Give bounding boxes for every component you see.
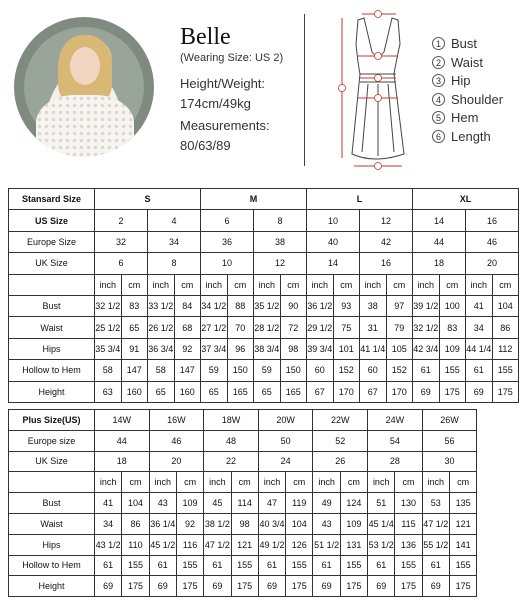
unit-cell: cm [176, 472, 203, 493]
uk-size-cell: 18 [413, 253, 466, 274]
uk-size-cell: 12 [254, 253, 307, 274]
measurement-cell: 150 [280, 360, 307, 381]
uk-size-cell: 24 [258, 451, 313, 472]
measurement-cell: 141 [449, 534, 476, 555]
measurement-cell: 47 1/2 [204, 534, 231, 555]
size-group-header: L [307, 189, 413, 210]
unit-row [9, 472, 477, 493]
measurement-cell: 37 3/4 [201, 338, 228, 359]
measurement-cell: 36 3/4 [148, 338, 175, 359]
unit-cell: cm [231, 472, 258, 493]
measurement-cell: 49 [313, 493, 340, 514]
measurement-cell: 47 [258, 493, 285, 514]
europe-size-cell: 40 [307, 231, 360, 252]
unit-cell: cm [121, 274, 148, 295]
unit-cell: inch [422, 472, 449, 493]
measurement-cell: 34 [466, 317, 493, 338]
measurement-cell: 61 [466, 360, 493, 381]
empty-cell [9, 274, 95, 295]
measurement-cell: 38 [360, 295, 387, 316]
us-size-cell: 2 [95, 210, 148, 231]
measurement-legend [432, 36, 503, 147]
measurement-cell: 55 1/2 [422, 534, 449, 555]
unit-cell: cm [286, 472, 313, 493]
measurement-cell: 34 [95, 513, 122, 534]
unit-cell: inch [258, 472, 285, 493]
model-face [70, 47, 100, 85]
measurement-cell: 101 [333, 338, 360, 359]
measurement-row [9, 295, 519, 316]
measurement-cell: 135 [449, 493, 476, 514]
uk-size-cell: 18 [95, 451, 150, 472]
measurement-cell: 61 [95, 555, 122, 576]
row-label: US Size [9, 210, 95, 231]
measurement-cell: 60 [360, 360, 387, 381]
europe-size-cell: 36 [201, 231, 254, 252]
unit-cell: cm [449, 472, 476, 493]
measurement-cell: 53 [422, 493, 449, 514]
unit-cell: cm [439, 274, 466, 295]
uk-size-cell: 6 [95, 253, 148, 274]
measurement-cell: 119 [286, 493, 313, 514]
measurement-cell: 109 [176, 493, 203, 514]
wearing-size: (Wearing Size: US 2) [180, 52, 284, 64]
measurement-cell: 43 [313, 513, 340, 534]
us-size-cell: 6 [201, 210, 254, 231]
unit-cell: cm [386, 274, 413, 295]
row-label: UK Size [9, 451, 95, 472]
measurement-cell: 58 [148, 360, 175, 381]
legend-item: 2 Waist [432, 55, 503, 74]
measurement-cell: 155 [439, 360, 466, 381]
measurement-cell: 175 [395, 576, 422, 597]
measurement-cell: 51 [368, 493, 395, 514]
europe-size-cell: 54 [368, 430, 423, 451]
measurement-cell: 38 3/4 [254, 338, 281, 359]
measurement-cell: 165 [280, 381, 307, 402]
us-size-cell: 14W [95, 410, 150, 431]
europe-size-row [9, 430, 477, 451]
measurement-cell: 152 [333, 360, 360, 381]
measurement-cell: 93 [333, 295, 360, 316]
measurement-cell: 155 [176, 555, 203, 576]
measurement-cell: 104 [286, 513, 313, 534]
measurement-row [9, 360, 519, 381]
measurement-cell: 51 1/2 [313, 534, 340, 555]
measurement-row [9, 381, 519, 402]
measurement-cell: 115 [395, 513, 422, 534]
measurement-cell: 160 [174, 381, 201, 402]
row-label: Europe Size [9, 231, 95, 252]
measurement-cell: 65 [148, 381, 175, 402]
uk-size-row [9, 253, 519, 274]
uk-size-cell: 28 [368, 451, 423, 472]
uk-size-cell: 14 [307, 253, 360, 274]
europe-size-cell: 44 [95, 430, 150, 451]
unit-cell: cm [280, 274, 307, 295]
us-size-cell: 20W [258, 410, 313, 431]
measurement-cell: 34 1/2 [201, 295, 228, 316]
measurement-cell: 39 1/2 [413, 295, 440, 316]
unit-cell: cm [333, 274, 360, 295]
unit-cell: inch [368, 472, 395, 493]
unit-cell: cm [227, 274, 254, 295]
table-title: Stansard Size [9, 189, 95, 210]
measurement-cell: 75 [333, 317, 360, 338]
measurement-cell: 36 1/2 [307, 295, 334, 316]
measurements-label: Measurements: [180, 118, 270, 133]
measurement-cell: 61 [413, 360, 440, 381]
measurement-cell: 35 3/4 [95, 338, 122, 359]
legend-item: 5 Hem [432, 110, 503, 129]
us-size-cell: 10 [307, 210, 360, 231]
measurement-cell: 98 [280, 338, 307, 359]
measurement-cell: 27 1/2 [201, 317, 228, 338]
measurement-cell: 53 1/2 [368, 534, 395, 555]
measurement-cell: 67 [307, 381, 334, 402]
uk-size-cell: 22 [204, 451, 259, 472]
row-label: Hollow to Hem [9, 555, 95, 576]
uk-size-cell: 8 [148, 253, 201, 274]
unit-cell: inch [466, 274, 493, 295]
measurement-cell: 69 [422, 576, 449, 597]
measurement-cell: 86 [492, 317, 519, 338]
unit-cell: cm [340, 472, 367, 493]
dress-diagram [318, 4, 430, 172]
measurement-row [9, 317, 519, 338]
measurement-cell: 65 [201, 381, 228, 402]
measurement-cell: 175 [449, 576, 476, 597]
measurement-cell: 91 [121, 338, 148, 359]
measurement-cell: 92 [174, 338, 201, 359]
plus-size-table [8, 409, 477, 597]
measurements-value: 80/63/89 [180, 138, 231, 153]
europe-size-cell: 42 [360, 231, 413, 252]
measurement-cell: 155 [492, 360, 519, 381]
europe-size-cell: 50 [258, 430, 313, 451]
uk-size-cell: 30 [422, 451, 477, 472]
legend-item: 6 Length [432, 129, 503, 148]
row-label: Europe size [9, 430, 95, 451]
measurement-cell: 83 [439, 317, 466, 338]
uk-size-cell: 26 [313, 451, 368, 472]
measurement-cell: 45 [204, 493, 231, 514]
measurement-cell: 175 [492, 381, 519, 402]
unit-cell: cm [395, 472, 422, 493]
europe-size-cell: 32 [95, 231, 148, 252]
row-label: Waist [9, 513, 95, 534]
unit-cell: inch [95, 472, 122, 493]
measurement-cell: 121 [231, 534, 258, 555]
measurement-cell: 72 [280, 317, 307, 338]
measurement-cell: 43 1/2 [95, 534, 122, 555]
measurement-cell: 41 1/4 [360, 338, 387, 359]
measurement-cell: 90 [280, 295, 307, 316]
row-label: Hollow to Hem [9, 360, 95, 381]
measurement-cell: 65 [121, 317, 148, 338]
measurement-cell: 155 [395, 555, 422, 576]
measurement-cell: 70 [227, 317, 254, 338]
row-label: Waist [9, 317, 95, 338]
unit-cell: inch [360, 274, 387, 295]
unit-cell: inch [413, 274, 440, 295]
unit-cell: inch [307, 274, 334, 295]
us-size-row [9, 410, 477, 431]
measurement-cell: 79 [386, 317, 413, 338]
europe-size-cell: 48 [204, 430, 259, 451]
measurement-cell: 175 [122, 576, 149, 597]
us-size-cell: 8 [254, 210, 307, 231]
us-size-cell: 4 [148, 210, 201, 231]
europe-size-cell: 56 [422, 430, 477, 451]
measurement-row [9, 338, 519, 359]
measurement-cell: 170 [386, 381, 413, 402]
standard-size-table [8, 188, 519, 403]
row-label: Hips [9, 338, 95, 359]
unit-cell: inch [148, 274, 175, 295]
measurement-cell: 44 1/4 [466, 338, 493, 359]
measurement-cell: 69 [466, 381, 493, 402]
height-weight-label: Height/Weight: [180, 76, 266, 91]
measurement-cell: 61 [368, 555, 395, 576]
measurement-cell: 105 [386, 338, 413, 359]
measurement-cell: 104 [492, 295, 519, 316]
measurement-cell: 59 [201, 360, 228, 381]
measurement-cell: 69 [149, 576, 176, 597]
us-size-cell: 22W [313, 410, 368, 431]
table-title: Plus Size(US) [9, 410, 95, 431]
model-lace-top [36, 95, 134, 157]
measurement-cell: 150 [227, 360, 254, 381]
measurement-cell: 84 [174, 295, 201, 316]
measurement-cell: 116 [176, 534, 203, 555]
measurement-cell: 31 [360, 317, 387, 338]
measurement-cell: 32 1/2 [413, 317, 440, 338]
measurement-cell: 29 1/2 [307, 317, 334, 338]
measurement-cell: 175 [439, 381, 466, 402]
measurement-cell: 147 [121, 360, 148, 381]
measurement-cell: 47 1/2 [422, 513, 449, 534]
measurement-cell: 43 [149, 493, 176, 514]
uk-size-cell: 10 [201, 253, 254, 274]
measurement-cell: 61 [258, 555, 285, 576]
unit-cell: cm [492, 274, 519, 295]
us-size-cell: 16 [466, 210, 519, 231]
unit-cell: inch [204, 472, 231, 493]
size-group-row [9, 189, 519, 210]
measurement-cell: 170 [333, 381, 360, 402]
unit-cell: inch [254, 274, 281, 295]
size-group-header: M [201, 189, 307, 210]
row-label: UK Size [9, 253, 95, 274]
measurement-cell: 69 [204, 576, 231, 597]
measurement-cell: 104 [122, 493, 149, 514]
measurement-cell: 155 [449, 555, 476, 576]
measurement-cell: 110 [122, 534, 149, 555]
unit-cell: inch [95, 274, 122, 295]
measurement-cell: 45 1/4 [368, 513, 395, 534]
measurement-row [9, 576, 477, 597]
measurement-cell: 136 [395, 534, 422, 555]
measurement-row [9, 534, 477, 555]
us-size-cell: 14 [413, 210, 466, 231]
measurement-cell: 67 [360, 381, 387, 402]
measurement-cell: 59 [254, 360, 281, 381]
measurement-cell: 26 1/2 [148, 317, 175, 338]
empty-cell [9, 472, 95, 493]
size-group-header: S [95, 189, 201, 210]
europe-size-cell: 52 [313, 430, 368, 451]
europe-size-cell: 34 [148, 231, 201, 252]
uk-size-row [9, 451, 477, 472]
us-size-cell: 26W [422, 410, 477, 431]
us-size-cell: 12 [360, 210, 413, 231]
europe-size-cell: 46 [466, 231, 519, 252]
measurement-cell: 42 3/4 [413, 338, 440, 359]
measurement-cell: 109 [439, 338, 466, 359]
measurement-cell: 36 1/4 [149, 513, 176, 534]
measurement-cell: 69 [313, 576, 340, 597]
measurement-cell: 61 [422, 555, 449, 576]
row-label: Height [9, 576, 95, 597]
measurement-cell: 147 [174, 360, 201, 381]
europe-size-cell: 38 [254, 231, 307, 252]
measurement-cell: 92 [176, 513, 203, 534]
measurement-cell: 25 1/2 [95, 317, 122, 338]
measurement-cell: 124 [340, 493, 367, 514]
unit-row [9, 274, 519, 295]
divider [304, 14, 305, 166]
measurement-cell: 130 [395, 493, 422, 514]
measurement-cell: 69 [258, 576, 285, 597]
measurement-cell: 114 [231, 493, 258, 514]
measurement-cell: 175 [340, 576, 367, 597]
model-photo [14, 17, 154, 157]
measurement-cell: 41 [466, 295, 493, 316]
measurement-cell: 155 [340, 555, 367, 576]
measurement-cell: 69 [368, 576, 395, 597]
measurement-cell: 65 [254, 381, 281, 402]
measurement-cell: 38 1/2 [204, 513, 231, 534]
measurement-cell: 63 [95, 381, 122, 402]
us-size-cell: 24W [368, 410, 423, 431]
uk-size-cell: 20 [466, 253, 519, 274]
measurement-cell: 175 [231, 576, 258, 597]
measurement-cell: 126 [286, 534, 313, 555]
measurement-cell: 96 [227, 338, 254, 359]
uk-size-cell: 20 [149, 451, 204, 472]
measurement-cell: 61 [149, 555, 176, 576]
measurement-cell: 165 [227, 381, 254, 402]
measurement-cell: 97 [386, 295, 413, 316]
europe-size-cell: 46 [149, 430, 204, 451]
measurement-cell: 112 [492, 338, 519, 359]
row-label: Bust [9, 493, 95, 514]
measurement-cell: 175 [176, 576, 203, 597]
measurement-cell: 86 [122, 513, 149, 534]
measurement-cell: 155 [122, 555, 149, 576]
measurement-row [9, 513, 477, 534]
measurement-cell: 69 [95, 576, 122, 597]
us-size-cell: 16W [149, 410, 204, 431]
measurement-cell: 33 1/2 [148, 295, 175, 316]
measurement-row [9, 555, 477, 576]
measurement-cell: 40 3/4 [258, 513, 285, 534]
row-label: Bust [9, 295, 95, 316]
measurement-row [9, 493, 477, 514]
measurement-cell: 160 [121, 381, 148, 402]
model-name: Belle [180, 24, 231, 50]
measurement-cell: 155 [286, 555, 313, 576]
height-weight-value: 174cm/49kg [180, 96, 251, 111]
legend-item: 4 Shoulder [432, 92, 503, 111]
measurement-cell: 61 [204, 555, 231, 576]
measurement-cell: 35 1/2 [254, 295, 281, 316]
europe-size-row [9, 231, 519, 252]
measurement-cell: 131 [340, 534, 367, 555]
us-size-cell: 18W [204, 410, 259, 431]
measurement-cell: 155 [231, 555, 258, 576]
measurement-cell: 98 [231, 513, 258, 534]
measurement-cell: 39 3/4 [307, 338, 334, 359]
measurement-cell: 100 [439, 295, 466, 316]
measurement-cell: 88 [227, 295, 254, 316]
unit-cell: inch [149, 472, 176, 493]
legend-item: 1 Bust [432, 36, 503, 55]
measurement-cell: 109 [340, 513, 367, 534]
measurement-cell: 28 1/2 [254, 317, 281, 338]
measurement-cell: 152 [386, 360, 413, 381]
measurement-cell: 121 [449, 513, 476, 534]
unit-cell: cm [122, 472, 149, 493]
measurement-cell: 60 [307, 360, 334, 381]
us-size-row [9, 210, 519, 231]
uk-size-cell: 16 [360, 253, 413, 274]
legend-item: 3 Hip [432, 73, 503, 92]
measurement-cell: 61 [313, 555, 340, 576]
measurement-cell: 58 [95, 360, 122, 381]
unit-cell: inch [313, 472, 340, 493]
europe-size-cell: 44 [413, 231, 466, 252]
measurement-cell: 175 [286, 576, 313, 597]
measurement-cell: 41 [95, 493, 122, 514]
size-group-header: XL [413, 189, 519, 210]
row-label: Height [9, 381, 95, 402]
measurement-cell: 49 1/2 [258, 534, 285, 555]
unit-cell: cm [174, 274, 201, 295]
row-label: Hips [9, 534, 95, 555]
measurement-cell: 68 [174, 317, 201, 338]
measurement-cell: 45 1/2 [149, 534, 176, 555]
measurement-cell: 69 [413, 381, 440, 402]
unit-cell: inch [201, 274, 228, 295]
measurement-cell: 32 1/2 [95, 295, 122, 316]
measurement-cell: 83 [121, 295, 148, 316]
